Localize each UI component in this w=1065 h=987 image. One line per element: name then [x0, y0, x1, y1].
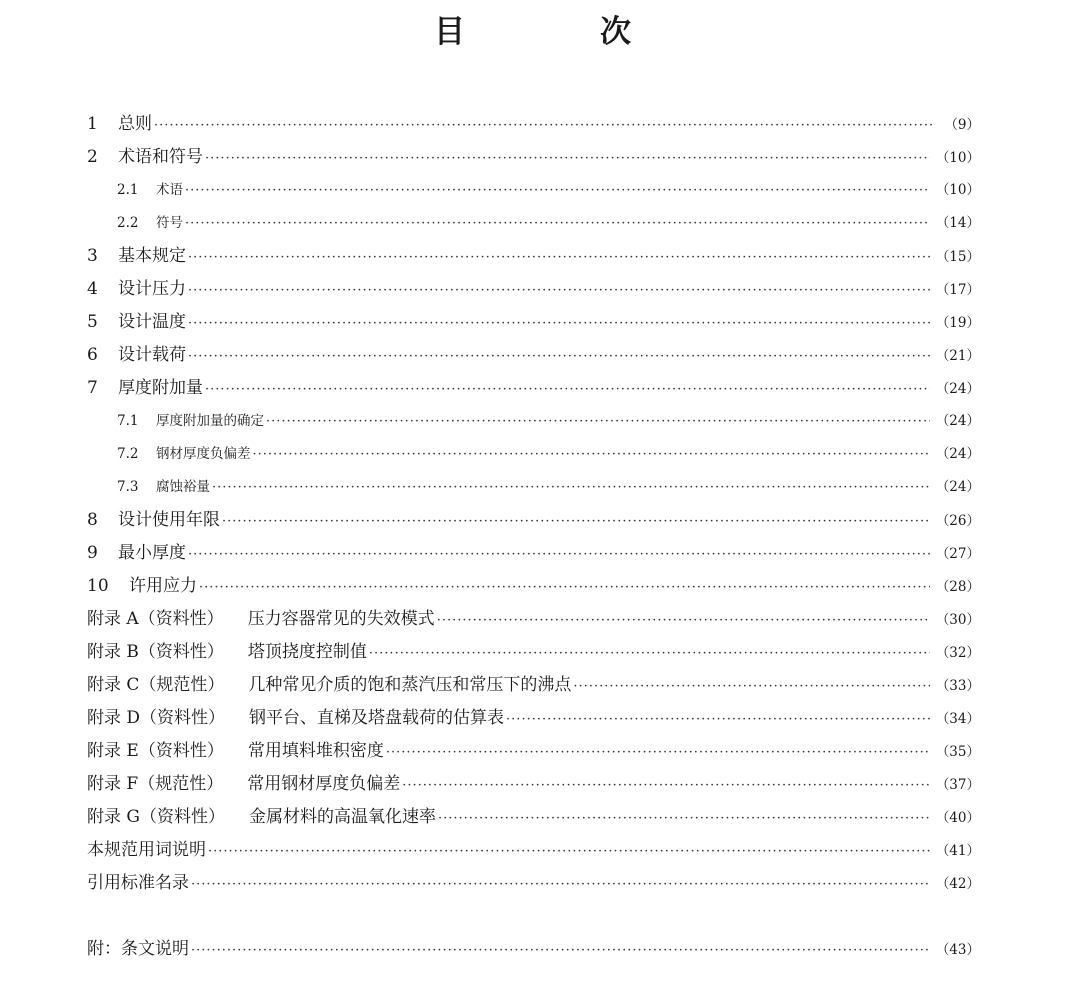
toc-entry-page: （30）	[935, 612, 980, 628]
toc-entry-number: 10	[87, 576, 109, 596]
dot-leader	[191, 867, 930, 901]
toc-entry-number: 1	[87, 114, 98, 134]
appendix-prefix: 附录 F（规范性）	[87, 774, 224, 794]
toc-entry-label: 常用钢材厚度负偏差	[247, 774, 401, 794]
toc-attachment-entry[interactable]	[87, 933, 980, 966]
toc-entry-page: （35）	[935, 744, 980, 760]
toc-entry-number: 2	[87, 147, 98, 167]
toc-entry[interactable]	[87, 339, 980, 372]
toc-entry-page: （17）	[935, 282, 980, 298]
toc-entry-label: 附：条文说明	[87, 939, 189, 959]
toc-entry-label: 术语	[156, 182, 183, 198]
dot-leader	[205, 141, 930, 175]
toc-entry-number: 2.2	[117, 215, 139, 231]
dot-leader	[506, 702, 930, 736]
toc-entry-page: （41）	[935, 843, 980, 859]
toc-appendix-entry[interactable]	[87, 603, 980, 636]
appendix-prefix: 附录 B（资料性）	[87, 642, 224, 662]
toc-entry-label: 厚度附加量	[118, 378, 203, 398]
toc-entry-page: （24）	[935, 413, 980, 429]
dot-leader	[199, 570, 930, 604]
toc-entry-page: （14）	[935, 215, 980, 231]
toc-entry-page: （43）	[935, 942, 980, 958]
toc-appendix-entry[interactable]	[87, 735, 980, 768]
dot-leader	[154, 108, 934, 142]
toc-entry-page: （37）	[935, 777, 980, 793]
toc-entry-label: 压力容器常见的失效模式	[247, 609, 435, 629]
dot-leader	[205, 372, 930, 406]
toc-entry[interactable]	[87, 240, 980, 273]
toc-entry[interactable]	[87, 372, 980, 405]
dot-leader	[188, 240, 930, 274]
toc-entry[interactable]	[87, 306, 980, 339]
table-of-contents	[87, 108, 980, 966]
toc-entry[interactable]	[87, 108, 980, 141]
toc-entry-label: 符号	[156, 215, 183, 231]
toc-entry-label: 厚度附加量的确定	[156, 413, 264, 429]
dot-leader	[402, 768, 930, 802]
toc-entry-number: 7.2	[117, 446, 139, 462]
dot-leader	[188, 537, 930, 571]
toc-entry-label: 基本规定	[118, 246, 186, 266]
toc-entry-label: 设计温度	[118, 312, 186, 332]
toc-entry-page: （40）	[935, 810, 980, 826]
toc-entry-label: 设计使用年限	[118, 510, 220, 530]
toc-appendix-entry[interactable]	[87, 801, 980, 834]
toc-entry-number: 4	[87, 279, 98, 299]
toc-subentry[interactable]	[87, 174, 980, 207]
dot-leader	[266, 405, 930, 438]
toc-subentry[interactable]	[87, 405, 980, 438]
toc-entry-page: （19）	[935, 315, 980, 331]
toc-entry-page: （24）	[935, 381, 980, 397]
appendix-prefix: 附录 A（资料性）	[87, 609, 224, 629]
toc-entry[interactable]	[87, 867, 980, 900]
toc-entry[interactable]	[87, 570, 980, 603]
toc-entry-label: 常用填料堆积密度	[247, 741, 384, 761]
toc-entry-number: 7	[87, 378, 98, 398]
toc-entry[interactable]	[87, 273, 980, 306]
dot-leader	[437, 603, 930, 637]
toc-entry-label: 设计载荷	[118, 345, 186, 365]
dot-leader	[253, 438, 930, 471]
toc-subentry[interactable]	[87, 207, 980, 240]
toc-entry-page: （9）	[944, 117, 980, 133]
toc-entry-page: （24）	[935, 446, 980, 462]
toc-entry-label: 钢平台、直梯及塔盘载荷的估算表	[249, 708, 505, 728]
toc-entry[interactable]	[87, 834, 980, 867]
toc-entry-page: （28）	[935, 579, 980, 595]
toc-entry-number: 6	[87, 345, 98, 365]
toc-entry-label: 金属材料的高温氧化速率	[248, 807, 436, 827]
toc-entry-number: 9	[87, 543, 98, 563]
toc-entry-label: 设计压力	[118, 279, 186, 299]
toc-entry-label: 许用应力	[129, 576, 197, 596]
toc-entry-label: 本规范用词说明	[87, 840, 206, 860]
dot-leader	[185, 207, 930, 240]
toc-entry-page: （15）	[935, 249, 980, 265]
dot-leader	[188, 339, 930, 373]
dot-leader	[188, 306, 930, 340]
toc-entry-page: （33）	[935, 678, 980, 694]
dot-leader	[212, 471, 930, 504]
toc-entry-label: 最小厚度	[118, 543, 186, 563]
toc-entry-page: （10）	[935, 182, 980, 198]
toc-entry-label: 几种常见介质的饱和蒸汽压和常压下的沸点	[248, 675, 572, 695]
appendix-prefix: 附录 D（资料性）	[87, 708, 226, 728]
toc-entry[interactable]	[87, 504, 980, 537]
toc-subentry[interactable]	[87, 471, 980, 504]
toc-entry-page: （42）	[935, 876, 980, 892]
toc-appendix-entry[interactable]	[87, 768, 980, 801]
toc-entry-label: 钢材厚度负偏差	[156, 446, 251, 462]
toc-entry-page: （10）	[935, 150, 980, 166]
toc-entry-number: 7.1	[117, 413, 139, 429]
toc-appendix-entry[interactable]	[87, 669, 980, 702]
toc-appendix-entry[interactable]	[87, 702, 980, 735]
toc-entry-page: （34）	[935, 711, 980, 727]
appendix-prefix: 附录 C（规范性）	[87, 675, 225, 695]
dot-leader	[208, 834, 930, 868]
dot-leader	[222, 504, 930, 538]
toc-appendix-entry[interactable]	[87, 636, 980, 669]
toc-entry-label: 总则	[118, 114, 152, 134]
toc-entry-page: （24）	[935, 479, 980, 495]
toc-entry-number: 3	[87, 246, 98, 266]
toc-entry-number: 2.1	[117, 182, 139, 198]
toc-entry-label: 腐蚀裕量	[156, 479, 210, 495]
appendix-prefix: 附录 G（资料性）	[87, 807, 225, 827]
toc-entry-number: 5	[87, 312, 98, 332]
toc-entry-number: 8	[87, 510, 98, 530]
dot-leader	[386, 735, 930, 769]
toc-subentry[interactable]	[87, 438, 980, 471]
toc-entry-page: （21）	[935, 348, 980, 364]
dot-leader	[369, 636, 930, 670]
dot-leader	[573, 669, 929, 703]
toc-entry-number: 7.3	[117, 479, 139, 495]
toc-entry-page: （26）	[935, 513, 980, 529]
toc-entry-page: （32）	[935, 645, 980, 661]
dot-leader	[185, 174, 930, 207]
toc-entry[interactable]	[87, 537, 980, 570]
toc-entry-label: 术语和符号	[118, 147, 203, 167]
dot-leader	[438, 801, 930, 835]
toc-entry-page: （27）	[935, 546, 980, 562]
appendix-prefix: 附录 E（资料性）	[87, 741, 224, 761]
toc-entry-label: 引用标准名录	[87, 873, 189, 893]
toc-entry-label: 塔顶挠度控制值	[247, 642, 367, 662]
dot-leader	[188, 273, 930, 307]
toc-entry[interactable]	[87, 141, 980, 174]
dot-leader	[191, 933, 930, 967]
page-title: 目 次	[434, 14, 683, 50]
